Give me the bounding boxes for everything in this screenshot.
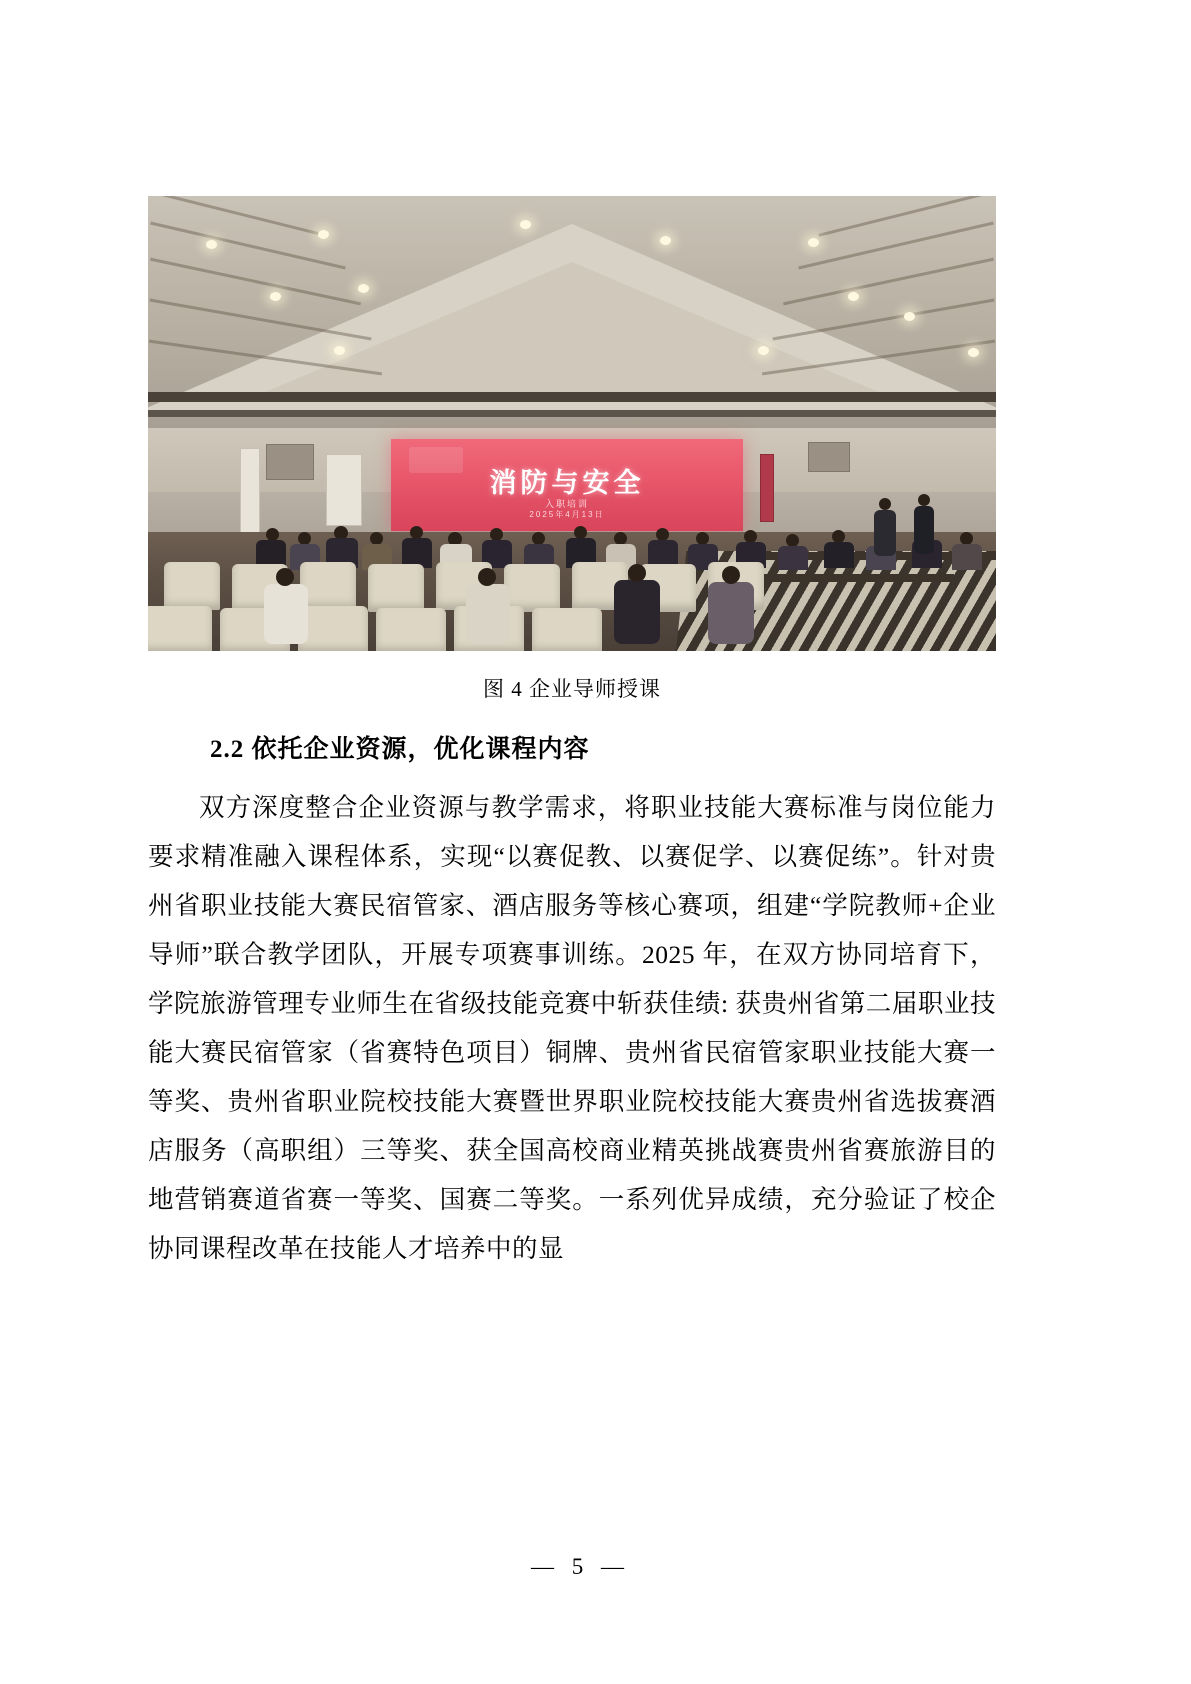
ceiling-light [318, 230, 329, 239]
ceiling-light [334, 346, 345, 355]
chair [504, 564, 560, 612]
chair [148, 606, 212, 651]
banner-stand [760, 454, 774, 522]
chair [298, 606, 368, 651]
attendee-head [628, 564, 646, 582]
led-screen [391, 439, 743, 531]
presenter-head [879, 498, 891, 510]
wall-panel [808, 442, 850, 472]
ceiling-light [660, 236, 671, 245]
presenter-head [918, 494, 930, 506]
screen-title: 消防与安全 [489, 468, 645, 498]
ceiling-light [520, 220, 531, 229]
figure-caption: 图 4 企业导师授课 [483, 677, 661, 701]
page-number: — 5 — [531, 1554, 630, 1579]
ceiling-light [808, 238, 819, 247]
wall-panel [266, 444, 314, 480]
section-paragraph: 双方深度整合企业资源与教学需求，将职业技能大赛标准与岗位能力要求精准融入课程体系，实现“以赛促教、以赛促学、以赛促练”。针对贵州省职业技能大赛民宿管家、酒店服务等核心赛项，组建“学院教师+企业导师”联合教学团队，开展专项赛事训练。2025 年，在双方协同培育下，学院旅游管理专业师生在省级技能竞赛中斩获佳绩: 获贵州省第二届职业技能大赛民宿管家（省赛特色项目）铜牌、贵州省民宿管家职业技能大赛一等奖、贵州省职业院校技能大赛暨世界职业院校技能大赛贵州省选拔赛酒店服务（高职组）三等奖、获全国高校商业精英挑战赛贵州省赛旅游目的地营销赛道省赛一等奖、国赛二等奖。一系列优异成绩，充分验证了校企协同课程改革在技能人才培养中的显 [148, 793, 996, 1263]
ceiling-light [904, 312, 915, 321]
section-heading: 2.2 依托企业资源，优化课程内容 [210, 736, 590, 763]
attendee-body [614, 580, 660, 644]
attendee-body [264, 584, 308, 644]
page-content [148, 196, 996, 1273]
banner-stand [326, 454, 362, 526]
ceiling-beam [148, 392, 996, 402]
ceiling-light [206, 240, 217, 249]
presenter-body [874, 510, 896, 556]
ceiling-light [848, 292, 859, 301]
ceiling-light [968, 348, 979, 357]
chair [376, 608, 446, 651]
attendee-head [276, 568, 294, 586]
presenter-body [914, 506, 934, 554]
attendee-body [778, 546, 808, 570]
attendee-body [824, 542, 854, 568]
attendee-head [478, 568, 496, 586]
attendee-body [708, 582, 754, 644]
screen-subtitle: 入职培训 [544, 499, 589, 509]
table [744, 574, 954, 582]
ceiling-light [758, 346, 769, 355]
attendee-body [466, 584, 510, 644]
ceiling-beam [148, 410, 996, 417]
screen-date: 2025年4月13日 [529, 510, 605, 519]
chair [368, 564, 424, 612]
chair [164, 562, 220, 610]
attendee-body [952, 544, 982, 570]
chair [532, 608, 602, 651]
ceiling-light [358, 284, 369, 293]
figure-image [148, 196, 996, 651]
chair [300, 562, 356, 610]
conference-hall-photo [148, 196, 996, 651]
attendee-head [722, 566, 740, 584]
ceiling-light [270, 292, 281, 301]
